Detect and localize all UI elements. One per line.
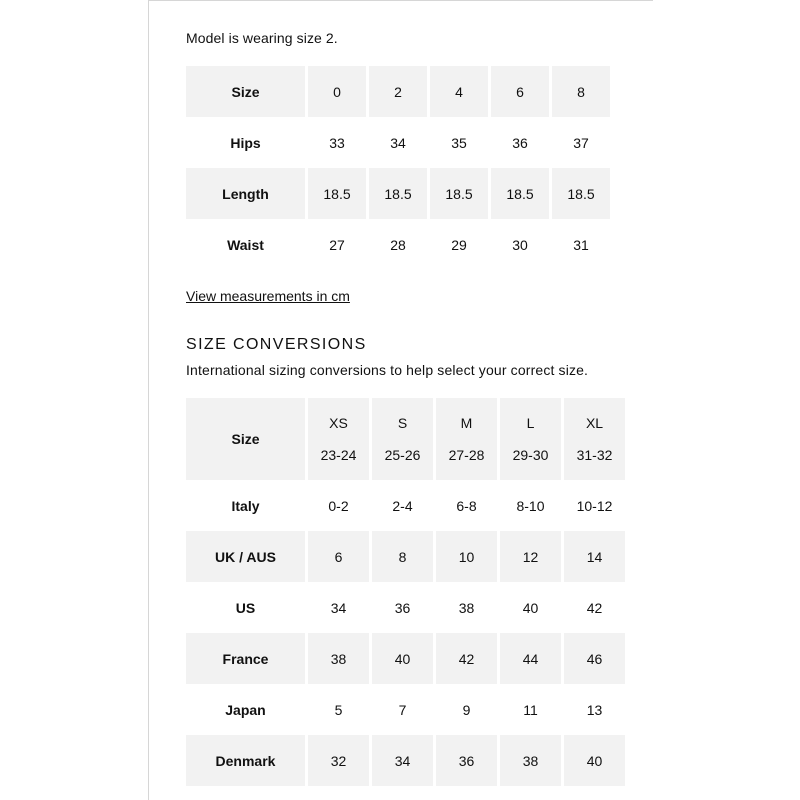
table-cell: 28 <box>390 236 406 253</box>
size-chart-table <box>183 66 613 270</box>
conversion-row <box>186 480 625 531</box>
table-cell: 18.5 <box>308 168 366 219</box>
conversion-header-row <box>186 398 625 480</box>
row-label: Denmark <box>186 735 305 786</box>
row-label: Length <box>186 168 305 219</box>
table-cell: 8-10 <box>516 497 545 514</box>
table-cell: 36 <box>512 134 528 151</box>
size-letter: M <box>460 415 473 431</box>
table-cell: 6-8 <box>456 497 477 514</box>
table-cell: 4 <box>430 66 488 117</box>
size-range: 25-26 <box>384 447 421 463</box>
table-cell: 0 <box>308 66 366 117</box>
table-cell: 11 <box>523 701 538 718</box>
table-cell: 42 <box>436 633 497 684</box>
table-cell: 18.5 <box>491 168 549 219</box>
table-cell: 12 <box>500 531 561 582</box>
size-letter: XL <box>585 415 604 431</box>
table-cell: 29 <box>451 236 467 253</box>
table-cell: 34 <box>390 134 406 151</box>
size-letter: XS <box>329 415 348 431</box>
conversion-row <box>186 735 625 786</box>
table-cell: 5 <box>334 701 343 718</box>
table-cell: 8 <box>372 531 433 582</box>
size-range: 29-30 <box>512 447 549 463</box>
row-label: Waist <box>227 236 264 253</box>
size-range: 23-24 <box>320 447 357 463</box>
size-range: 27-28 <box>448 447 485 463</box>
table-cell: 10-12 <box>576 497 613 514</box>
table-cell: 2 <box>369 66 427 117</box>
size-chart-row <box>186 219 610 270</box>
table-cell: 7 <box>398 701 407 718</box>
conversion-row <box>186 633 625 684</box>
conversion-header-label: Size <box>186 398 305 480</box>
row-label: US <box>235 599 256 616</box>
conversion-header-cell <box>500 398 561 480</box>
table-cell: 10 <box>436 531 497 582</box>
table-cell: 40 <box>564 735 625 786</box>
conversion-row <box>186 531 625 582</box>
table-cell: 42 <box>586 599 603 616</box>
size-chart-row <box>186 168 610 219</box>
row-label: Japan <box>225 701 266 718</box>
table-cell: 6 <box>491 66 549 117</box>
table-cell: 9 <box>462 701 471 718</box>
conversion-row <box>186 582 625 633</box>
conversion-header-cell <box>372 398 433 480</box>
conversion-header-cell <box>564 398 625 480</box>
conversion-header-cell <box>436 398 497 480</box>
table-cell: 14 <box>564 531 625 582</box>
table-cell: 27 <box>329 236 345 253</box>
table-cell: 33 <box>329 134 345 151</box>
table-cell: 35 <box>451 134 467 151</box>
table-cell: 34 <box>330 599 347 616</box>
table-cell: 44 <box>500 633 561 684</box>
table-cell: 36 <box>394 599 411 616</box>
row-label: France <box>186 633 305 684</box>
size-chart-row <box>186 117 610 168</box>
table-cell: 38 <box>458 599 475 616</box>
table-cell: 18.5 <box>552 168 610 219</box>
table-cell: 31 <box>573 236 589 253</box>
size-conversions-subtitle: International sizing conversions to help select your correct size. <box>186 362 589 378</box>
table-cell: 46 <box>564 633 625 684</box>
left-divider <box>148 0 149 800</box>
table-cell: 32 <box>308 735 369 786</box>
table-cell: 8 <box>552 66 610 117</box>
table-cell: 37 <box>573 134 589 151</box>
table-cell: 34 <box>372 735 433 786</box>
table-cell: 2-4 <box>392 497 413 514</box>
table-cell: 38 <box>500 735 561 786</box>
table-cell: 18.5 <box>430 168 488 219</box>
size-letter: L <box>526 415 535 431</box>
table-cell: 13 <box>586 701 603 718</box>
size-conversions-table <box>183 398 628 786</box>
size-conversions-title: SIZE CONVERSIONS <box>186 336 367 353</box>
size-chart-row <box>186 66 610 117</box>
table-cell: 36 <box>436 735 497 786</box>
row-label: UK / AUS <box>186 531 305 582</box>
conversion-header-cell <box>308 398 369 480</box>
row-label: Italy <box>231 497 260 514</box>
table-cell: 0-2 <box>328 497 349 514</box>
table-cell: 38 <box>308 633 369 684</box>
row-label: Size <box>186 66 305 117</box>
conversion-row <box>186 684 625 735</box>
view-cm-link[interactable]: View measurements in cm <box>186 288 350 304</box>
model-note: Model is wearing size 2. <box>186 30 338 46</box>
table-cell: 40 <box>372 633 433 684</box>
size-letter: S <box>397 415 408 431</box>
size-range: 31-32 <box>576 447 613 463</box>
table-cell: 18.5 <box>369 168 427 219</box>
table-cell: 6 <box>308 531 369 582</box>
table-cell: 40 <box>522 599 539 616</box>
row-label: Hips <box>230 134 261 151</box>
table-cell: 30 <box>512 236 528 253</box>
top-divider <box>149 0 653 1</box>
